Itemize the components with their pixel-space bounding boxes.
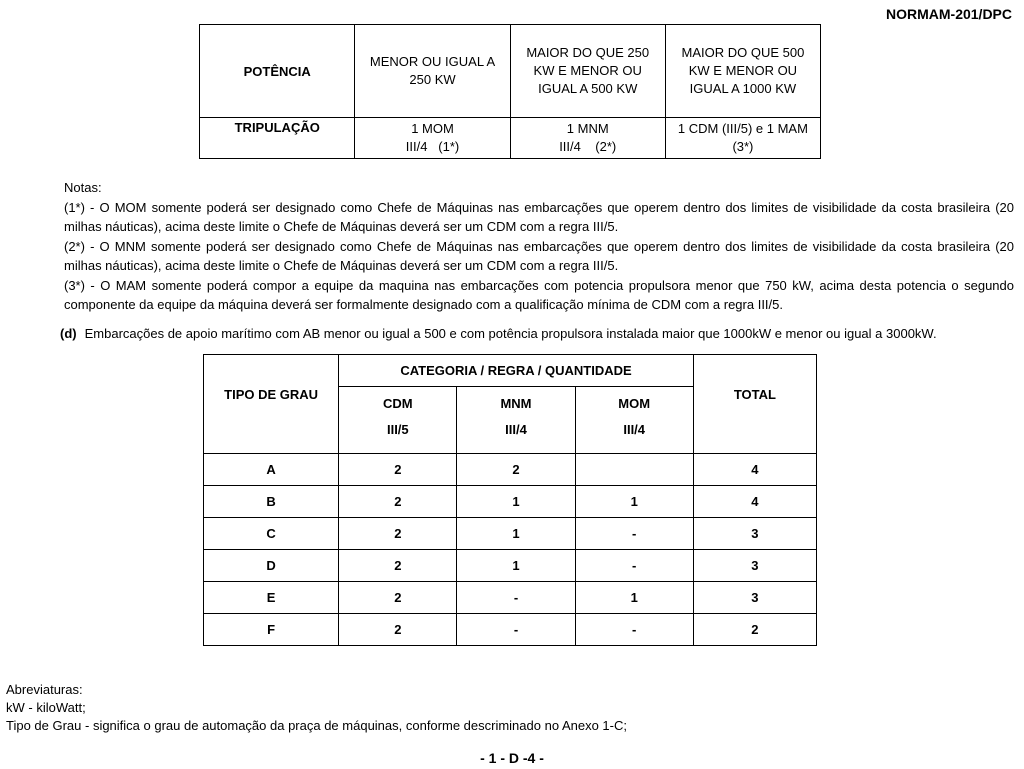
crew-label: TRIPULAÇÃO: [200, 118, 355, 159]
crew-col-1: 1 MOM III/4 (1*): [355, 118, 510, 159]
abbreviations-section: [6, 681, 627, 735]
category-header: CATEGORIA / REGRA / QUANTIDADE: [339, 355, 694, 387]
cdm-cell: 2: [339, 614, 457, 646]
power-col-1: MENOR OU IGUAL A 250 KW: [355, 25, 510, 118]
mnm-cell: -: [457, 614, 575, 646]
subcol-cdm: CDM III/5: [339, 387, 457, 454]
document-code: NORMAM-201/DPC: [885, 6, 1012, 22]
abbreviation-line: Tipo de Grau - significa o grau de automação da praça de máquinas, conforme descriminado no Anexo 1-C;: [6, 718, 627, 733]
power-label: POTÊNCIA: [200, 25, 355, 118]
grade-cell: A: [204, 454, 339, 486]
mnm-cell: 1: [457, 518, 575, 550]
grade-cell: C: [204, 518, 339, 550]
note-3: (3*) - O MAM somente poderá compor a equipe da maquina nas embarcações com potencia propulsora menor que 750 kW, acima desta potencia o segundo componente da equipe da máquina deverá ser formalmente designado com a qualificação mínima de CDM com a regra III/5.: [64, 277, 1014, 312]
power-crew-table: [199, 24, 821, 159]
mnm-cell: 2: [457, 454, 575, 486]
notes-title: Notas:: [64, 180, 102, 195]
total-cell: 4: [693, 454, 816, 486]
grade-cell: F: [204, 614, 339, 646]
page-number: - 1 - D -4 -: [480, 750, 544, 766]
table-row: [204, 550, 817, 582]
cdm-cell: 2: [339, 518, 457, 550]
total-cell: 3: [693, 518, 816, 550]
cdm-cell: 2: [339, 550, 457, 582]
total-cell: 3: [693, 550, 816, 582]
mom-cell: -: [575, 518, 693, 550]
mom-cell: -: [575, 550, 693, 582]
power-col-2: MAIOR DO QUE 250 KW E MENOR OU IGUAL A 500 KW: [510, 25, 665, 118]
grade-cell: D: [204, 550, 339, 582]
grade-cell: E: [204, 582, 339, 614]
note-2: (2*) - O MNM somente poderá ser designado como Chefe de Máquinas nas embarcações que operem dentro dos limites de visibilidade da costa brasileira (20 milhas náuticas), acima deste limite o Chefe de Máquinas deverá ser um CDM com a regra III/5.: [64, 238, 1014, 273]
mom-cell: -: [575, 614, 693, 646]
total-cell: 4: [693, 486, 816, 518]
table-row: [204, 582, 817, 614]
mom-cell: 1: [575, 582, 693, 614]
abbreviations-title: Abreviaturas:: [6, 682, 83, 697]
cdm-cell: 2: [339, 454, 457, 486]
grade-table: [203, 354, 817, 646]
mom-cell: 1: [575, 486, 693, 518]
crew-col-2: 1 MNM III/4 (2*): [510, 118, 665, 159]
cdm-cell: 2: [339, 582, 457, 614]
total-cell: 2: [693, 614, 816, 646]
crew-col-3: 1 CDM (III/5) e 1 MAM (3*): [665, 118, 820, 159]
total-header: TOTAL: [693, 355, 816, 454]
table-row: [204, 454, 817, 486]
mnm-cell: -: [457, 582, 575, 614]
mnm-cell: 1: [457, 550, 575, 582]
grade-cell: B: [204, 486, 339, 518]
subcol-mnm: MNM III/4: [457, 387, 575, 454]
cdm-cell: 2: [339, 486, 457, 518]
subcol-mom: MOM III/4: [575, 387, 693, 454]
item-d-text: Embarcações de apoio marítimo com AB menor ou igual a 500 e com potência propulsora instalada maior que 1000kW e menor ou igual a 3000kW.: [84, 326, 937, 341]
mom-cell: [575, 454, 693, 486]
power-col-3: MAIOR DO QUE 500 KW E MENOR OU IGUAL A 1000 KW: [665, 25, 820, 118]
abbreviation-line: kW - kiloWatt;: [6, 700, 86, 715]
total-cell: 3: [693, 582, 816, 614]
item-d: [60, 326, 937, 341]
note-1: (1*) - O MOM somente poderá ser designado como Chefe de Máquinas nas embarcações que operem dentro dos limites de visibilidade da costa brasileira (20 milhas náuticas), acima deste limite o Chefe de Máquinas deverá ser um CDM com a regra III/5.: [64, 199, 1014, 234]
item-d-label: (d): [60, 326, 77, 341]
mnm-cell: 1: [457, 486, 575, 518]
tipo-header: TIPO DE GRAU: [204, 355, 339, 454]
table-row: [204, 486, 817, 518]
notes-section: [6, 178, 1014, 315]
table-row: [204, 518, 817, 550]
table-row: [204, 614, 817, 646]
